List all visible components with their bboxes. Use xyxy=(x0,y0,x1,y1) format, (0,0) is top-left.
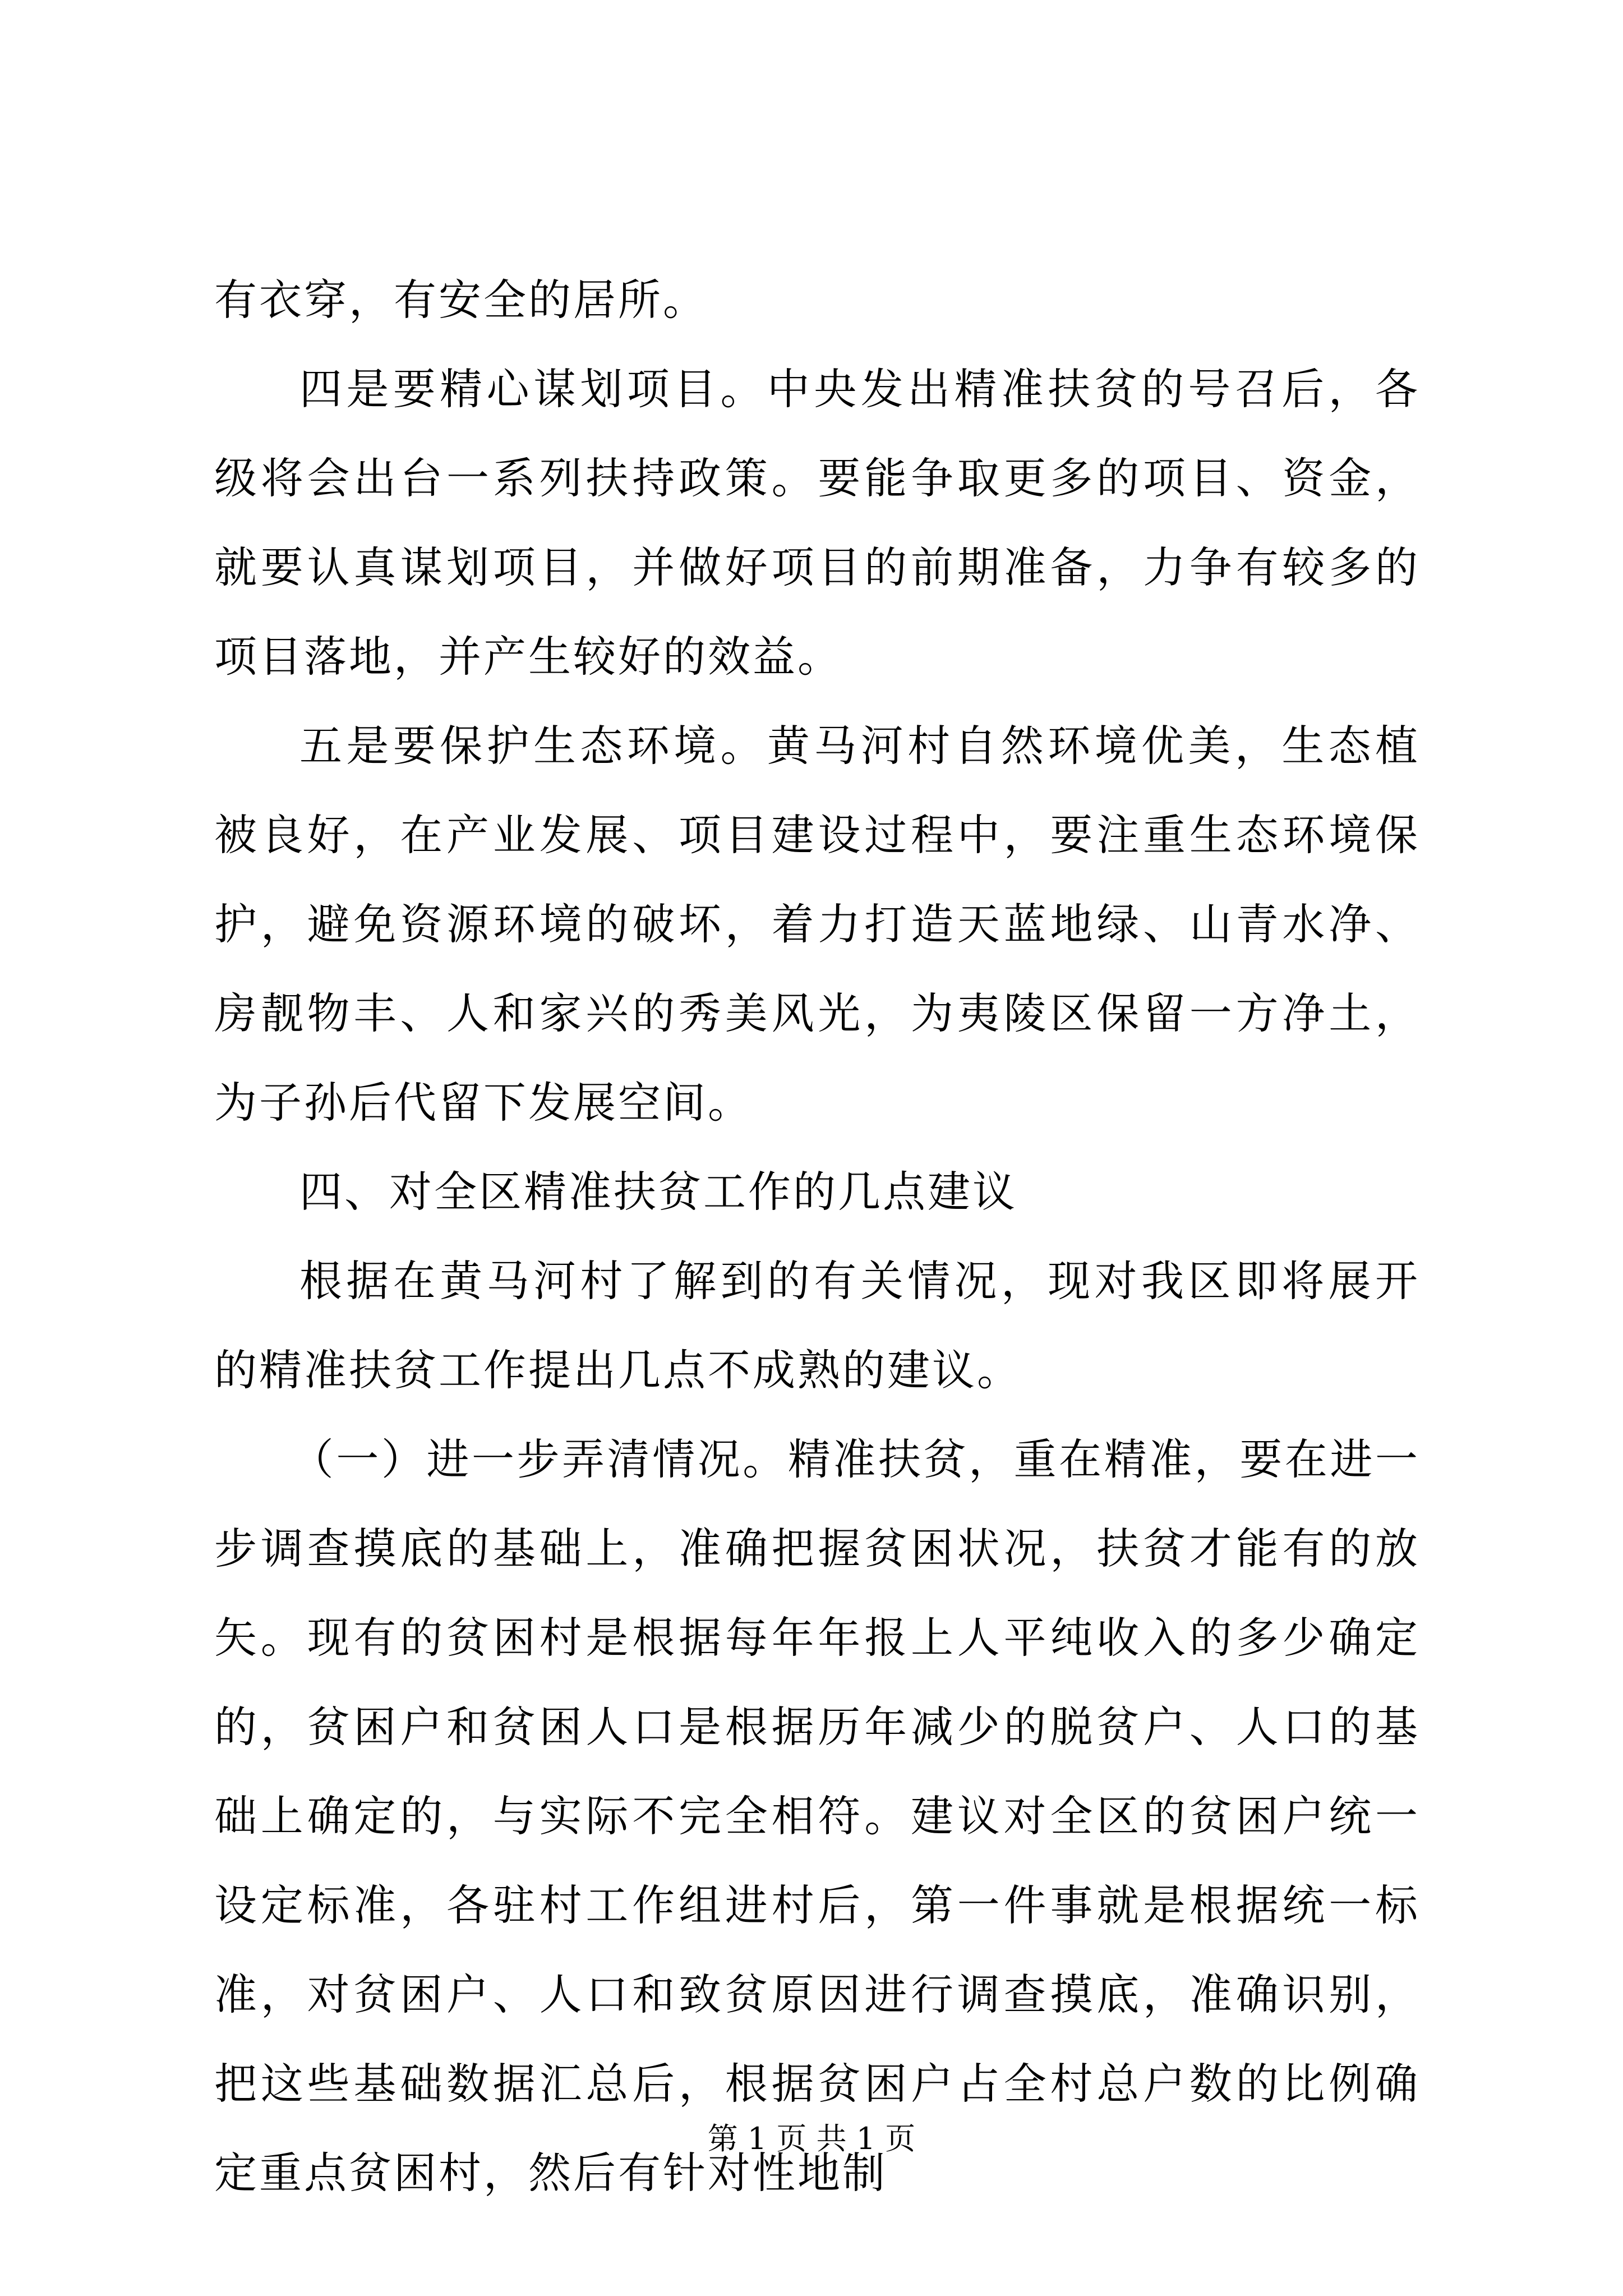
document-body xyxy=(214,255,1420,2217)
paragraph-continuation: 有衣穿，有安全的居所。 xyxy=(214,275,708,325)
paragraph-suggestions-intro: 根据在黄马河村了解到的有关情况，现对我区即将展开的精准扶贫工作提出几点不成熟的建议。 xyxy=(214,1256,1420,1395)
page-number-footer: 第 1 页 共 1 页 xyxy=(707,2121,916,2156)
paragraph-suggestion-one: （一）进一步弄清情况。精准扶贫，重在精准，要在进一步调查摸底的基础上，准确把握贫困状况，扶贫才能有的放矢。现有的贫困村是根据每年年报上人平纯收入的多少确定的，贫困户和贫困人口是根据历年减少的脱贫户、人口的基础上确定的，与实际不完全相符。建议对全区的贫困户统一设定标准，各驻村工作组进村后，第一件事就是根据统一标准，对贫困户、人口和致贫原因进行调查摸底，准确识别，把这些基础数据汇总后，根据贫困户占全村总户数的比例确定重点贫困村，然后有针对性地制 xyxy=(214,1434,1420,2198)
paragraph-project-planning: 四是要精心谋划项目。中央发出精准扶贫的号召后，各级将会出台一系列扶持政策。要能争取更多的项目、资金，就要认真谋划项目，并做好项目的前期准备，力争有较多的项目落地，并产生较好的效益。 xyxy=(214,364,1420,682)
paragraph-ecology: 五是要保护生态环境。黄马河村自然环境优美，生态植被良好，在产业发展、项目建设过程中，要注重生态环境保护，避免资源环境的破坏，着力打造天蓝地绿、山青水净、房靓物丰、人和家兴的秀美风光，为夷陵区保留一方净土，为子孙后代留下发展空间。 xyxy=(214,721,1420,1128)
section-heading: 四、对全区精准扶贫工作的几点建议 xyxy=(299,1167,1017,1217)
